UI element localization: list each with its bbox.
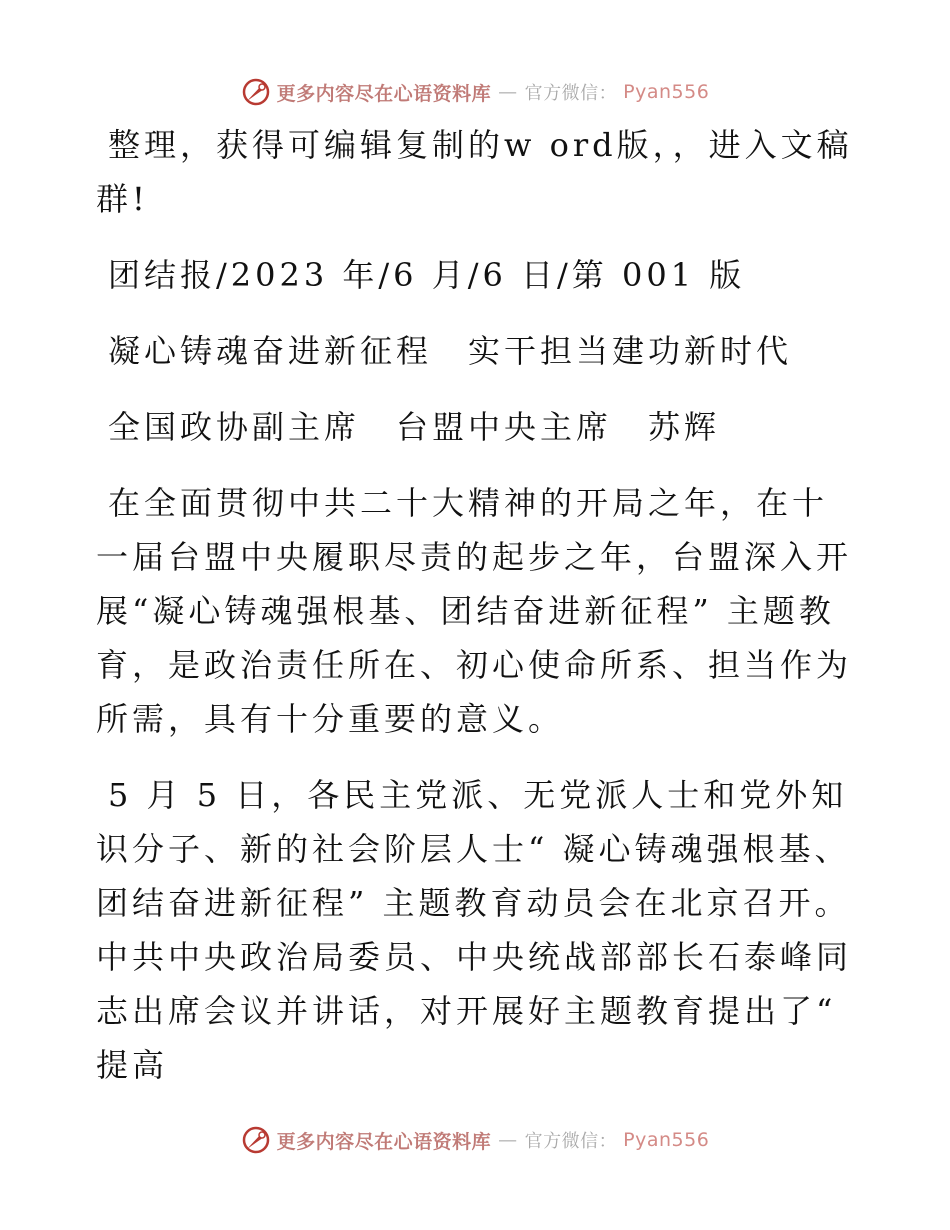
watermark-header: [0, 72, 950, 112]
watermark-footer: [0, 1120, 950, 1160]
document-body: [96, 118, 856, 1092]
source-line: 团结报/2023 年/6 月/6 日/第 001 版: [108, 256, 746, 294]
watermark-wechat-id: Pyan556: [623, 1129, 710, 1151]
watermark-dash: —: [498, 81, 518, 103]
watermark-text: 更多内容尽在心语资料库: [276, 1130, 492, 1153]
quill-logo-icon: [241, 77, 271, 107]
headline: 凝心铸魂奋进新征程 实干担当建功新时代: [108, 332, 793, 370]
byline: 全国政协副主席 台盟中央主席 苏辉: [108, 408, 721, 446]
watermark-wechat-label: 官方微信：: [524, 83, 618, 104]
watermark-wechat-label: 官方微信：: [524, 1131, 618, 1152]
body-paragraph: 在全面贯彻中共二十大精神的开局之年，在十一届台盟中央履职尽责的起步之年，台盟深入开展“凝心铸魂强根基、团结奋进新征程” 主题教育，是政治责任所在、初心使命所系、担当作为所需，具有十分重要的意义。: [96, 484, 853, 738]
body-paragraph: 5 月 5 日，各民主党派、无党派人士和党外知识分子、新的社会阶层人士“ 凝心铸魂强根基、团结奋进新征程” 主题教育动员会在北京召开。中共中央政治局委员、中央统战部部长石泰峰同志出席会议并讲话，对开展好主题教育提出了“ 提高: [96, 776, 853, 1084]
watermark-wechat-id: Pyan556: [623, 81, 710, 103]
quill-logo-icon: [241, 1125, 271, 1155]
watermark-text: 更多内容尽在心语资料库: [276, 82, 492, 105]
intro-note: 整理，获得可编辑复制的w ord版，，进入文稿群!: [96, 126, 853, 218]
watermark-dash: —: [498, 1129, 518, 1151]
